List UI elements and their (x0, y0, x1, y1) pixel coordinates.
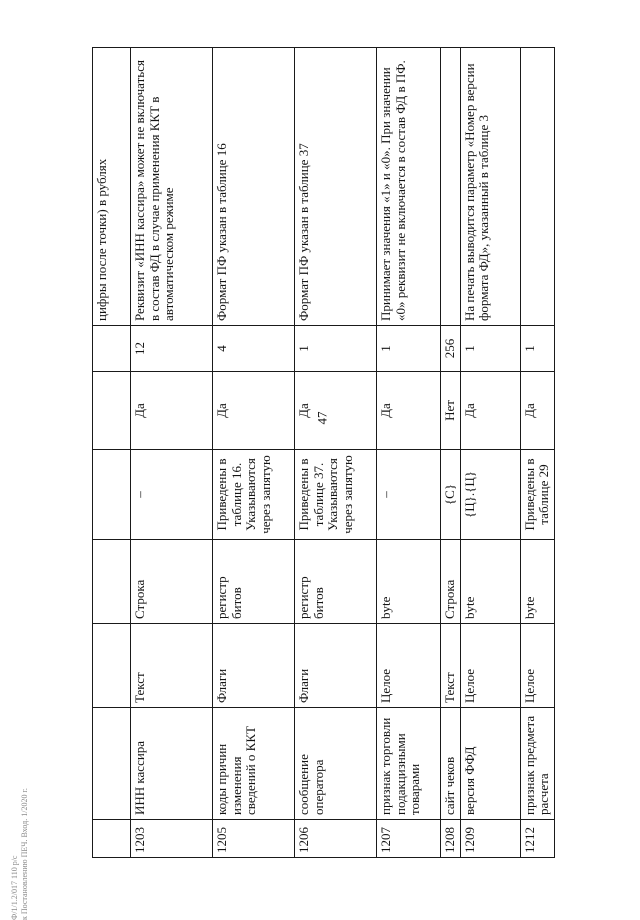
cell-values: – (131, 450, 213, 540)
stamp-line-1: Ф/1/1.2/017 110 р/с (10, 855, 19, 920)
cell-format (93, 540, 131, 624)
cell-type: Целое (460, 624, 520, 708)
cell-format: регистр битов (295, 540, 377, 624)
cell-length: 4 (213, 326, 295, 372)
cell-note: цифры после точки) в рублях (93, 48, 131, 326)
cell-name: ИНН кассира (131, 708, 213, 820)
table-row (93, 48, 131, 858)
cell-type (93, 624, 131, 708)
table-row (441, 48, 461, 858)
cell-name (93, 708, 131, 820)
cell-length (93, 326, 131, 372)
cell-length: 1 (377, 326, 441, 372)
requisites-table (92, 47, 555, 858)
cell-format: byte (520, 540, 554, 624)
cell-code: 1209 (460, 820, 520, 858)
stamp-line-2: к Постановлению ПЕЧ. Вход. 1/2020 г. (20, 788, 29, 920)
table-row (377, 48, 441, 858)
cell-type: Текст (131, 624, 213, 708)
cell-type: Текст (441, 624, 461, 708)
cell-note: Принимает значения «1» и «0». При значении «0» реквизит не включается в состав ФД в ПФ. (377, 48, 441, 326)
cell-code: 1203 (131, 820, 213, 858)
cell-required (93, 372, 131, 450)
cell-required: Нет (441, 372, 461, 450)
cell-code (93, 820, 131, 858)
cell-required: Да (295, 372, 377, 450)
cell-values: Приведены в таблице 29 (520, 450, 554, 540)
cell-name: версия ФФД (460, 708, 520, 820)
cell-values: Приведены в таблице 16. Указываются через запятую (213, 450, 295, 540)
cell-length: 1 (460, 326, 520, 372)
cell-name: признак торговли подакцизными товарами (377, 708, 441, 820)
cell-format: Строка (441, 540, 461, 624)
archive-stamp (10, 620, 30, 920)
cell-code: 1206 (295, 820, 377, 858)
cell-note: Формат ПФ указан в таблице 37 (295, 48, 377, 326)
cell-note: Реквизит «ИНН кассира» может не включаться в состав ФД в случае применения ККТ в автоматическом режиме (131, 48, 213, 326)
table-row (213, 48, 295, 858)
cell-values: Приведены в таблице 37. Указываются через запятую (295, 450, 377, 540)
cell-format: регистр битов (213, 540, 295, 624)
cell-type: Целое (377, 624, 441, 708)
cell-required: Да (520, 372, 554, 450)
cell-type: Целое (520, 624, 554, 708)
cell-values: – (377, 450, 441, 540)
table-row (295, 48, 377, 858)
cell-code: 1207 (377, 820, 441, 858)
cell-format: Строка (131, 540, 213, 624)
cell-length: 1 (520, 326, 554, 372)
cell-code: 1205 (213, 820, 295, 858)
cell-type: Флаги (213, 624, 295, 708)
table-row (520, 48, 554, 858)
cell-required: Да (213, 372, 295, 450)
cell-required: Да (131, 372, 213, 450)
cell-name: коды причин изменения сведений о ККТ (213, 708, 295, 820)
cell-values: {Ц}.{Ц} (460, 450, 520, 540)
cell-note (441, 48, 461, 326)
cell-required: Да (460, 372, 520, 450)
cell-note (520, 48, 554, 326)
cell-name: сообщение оператора (295, 708, 377, 820)
rotated-table-wrapper (92, 48, 551, 858)
cell-values (93, 450, 131, 540)
cell-type: Флаги (295, 624, 377, 708)
cell-name: сайт чеков (441, 708, 461, 820)
table-row (131, 48, 213, 858)
table-row (460, 48, 520, 858)
cell-format: byte (377, 540, 441, 624)
cell-name: признак предмета расчета (520, 708, 554, 820)
page-number: 47 (314, 411, 330, 425)
cell-note: На печать выводится параметр «Номер версии формата ФД», указанный в таблице 3 (460, 48, 520, 326)
cell-code: 1212 (520, 820, 554, 858)
cell-note: Формат ПФ указан в таблице 16 (213, 48, 295, 326)
cell-length: 1 (295, 326, 377, 372)
cell-length: 12 (131, 326, 213, 372)
cell-code: 1208 (441, 820, 461, 858)
cell-required: Да (377, 372, 441, 450)
cell-format: byte (460, 540, 520, 624)
cell-values: {С} (441, 450, 461, 540)
cell-length: 256 (441, 326, 461, 372)
